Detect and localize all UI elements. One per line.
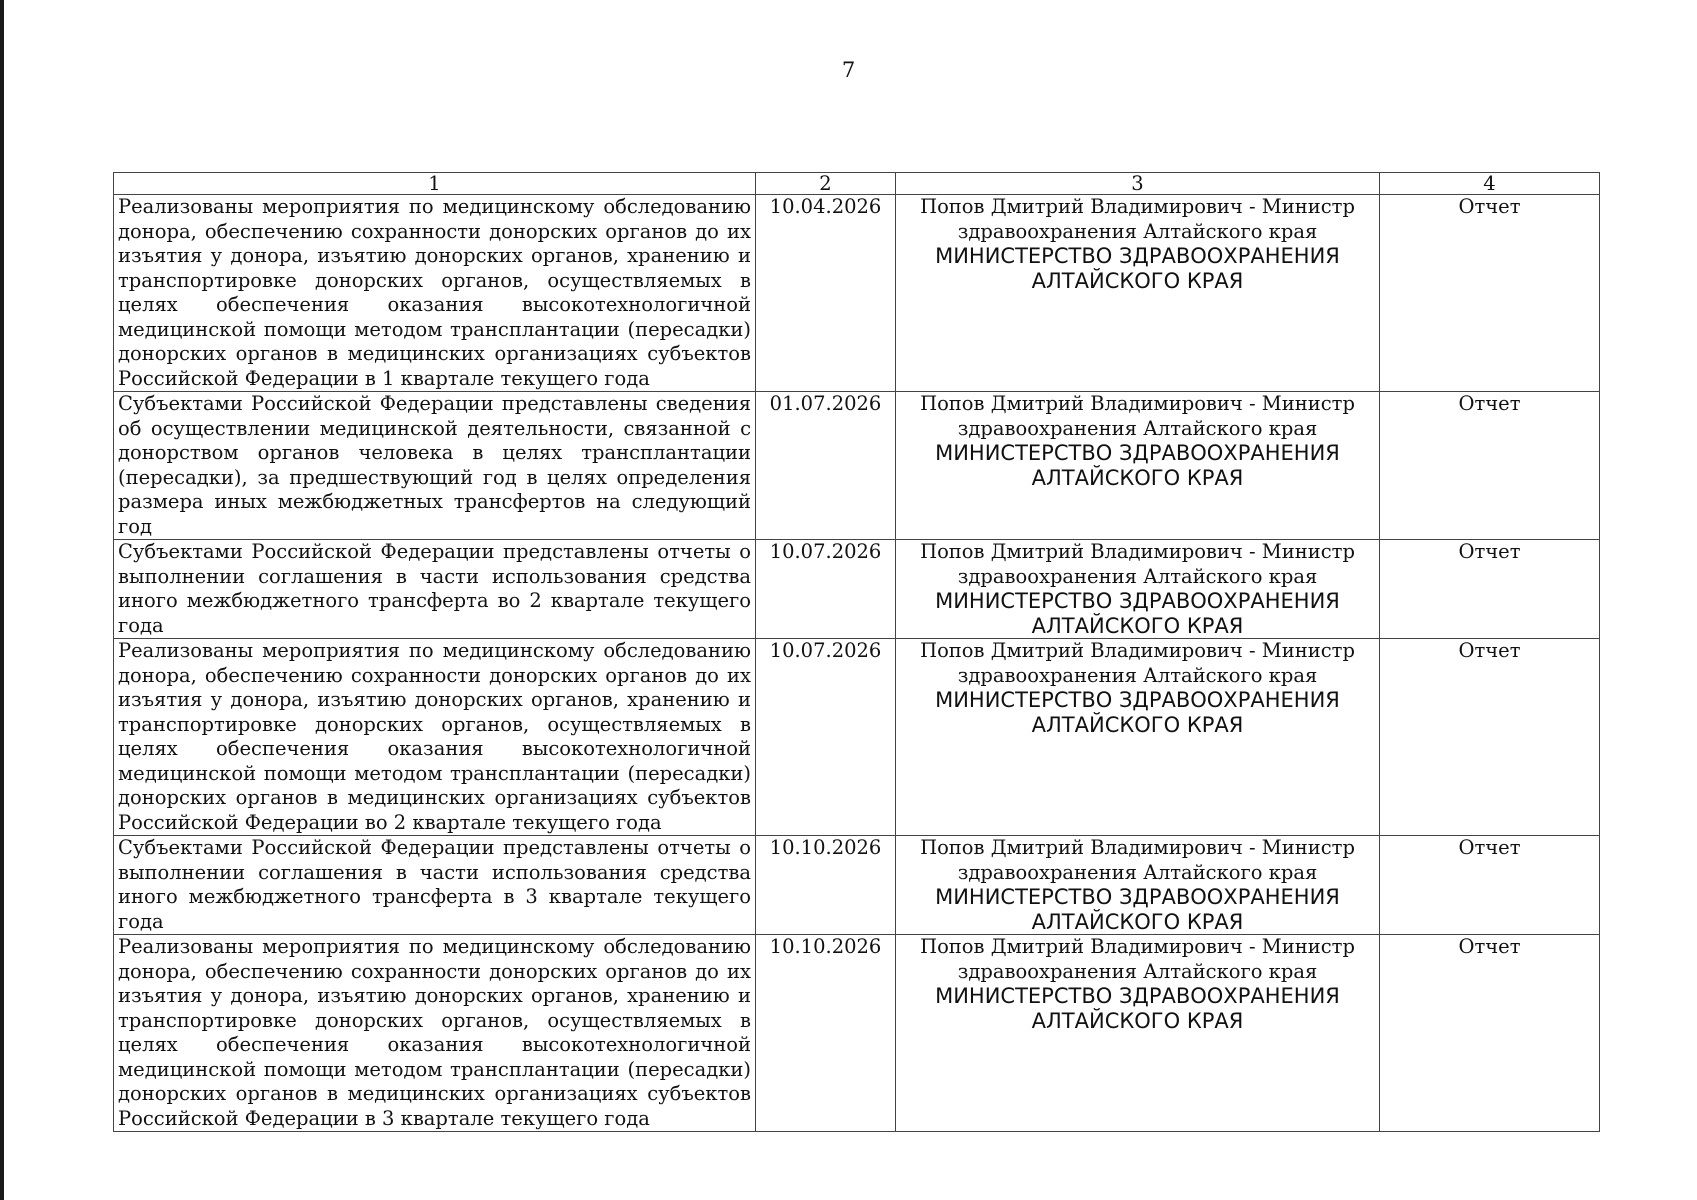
responsible-cell xyxy=(896,639,1380,836)
responsible-organization: МИНИСТЕРСТВО ЗДРАВООХРАНЕНИЯ АЛТАЙСКОГО КРАЯ xyxy=(935,885,1340,934)
event-description: Субъектами Российской Федерации представлены отчеты о выполнении соглашения в части использования средства иного межбюджетного трансферта во 2 квартале текущего года xyxy=(114,540,756,639)
page-number: 7 xyxy=(841,58,856,82)
deadline-date: 10.04.2026 xyxy=(756,195,896,392)
responsible-person: Попов Дмитрий Владимирович - Министр здравоохранения Алтайского края xyxy=(920,639,1355,687)
responsible-organization: МИНИСТЕРСТВО ЗДРАВООХРАНЕНИЯ АЛТАЙСКОГО КРАЯ xyxy=(935,984,1340,1033)
responsible-cell xyxy=(896,195,1380,392)
responsible-person: Попов Дмитрий Владимирович - Министр здравоохранения Алтайского края xyxy=(920,392,1355,440)
responsible-organization: МИНИСТЕРСТВО ЗДРАВООХРАНЕНИЯ АЛТАЙСКОГО КРАЯ xyxy=(935,441,1340,490)
responsible-person: Попов Дмитрий Владимирович - Министр здравоохранения Алтайского края xyxy=(920,195,1355,243)
column-number-3: 3 xyxy=(896,173,1380,195)
column-number-4: 4 xyxy=(1380,173,1600,195)
responsible-person: Попов Дмитрий Владимирович - Министр здравоохранения Алтайского края xyxy=(920,935,1355,983)
column-number-1: 1 xyxy=(114,173,756,195)
event-description: Субъектами Российской Федерации представлены отчеты о выполнении соглашения в части использования средства иного межбюджетного трансферта в 3 квартале текущего года xyxy=(114,836,756,935)
deadline-date: 10.10.2026 xyxy=(756,935,896,1132)
event-description: Субъектами Российской Федерации представлены сведения об осуществлении медицинской деятельности, связанной с донорством органов человека в целях трансплантации (пересадки), за предшествующий год в целях определения размера иных межбюджетных трансфертов на следующий год xyxy=(114,392,756,540)
column-number-2: 2 xyxy=(756,173,896,195)
table-row xyxy=(114,935,1600,1132)
table-header-row xyxy=(114,173,1600,195)
document-type: Отчет xyxy=(1380,195,1600,392)
responsible-organization: МИНИСТЕРСТВО ЗДРАВООХРАНЕНИЯ АЛТАЙСКОГО КРАЯ xyxy=(935,688,1340,737)
deadline-date: 10.10.2026 xyxy=(756,836,896,935)
responsible-person: Попов Дмитрий Владимирович - Министр здравоохранения Алтайского края xyxy=(920,540,1355,588)
responsible-organization: МИНИСТЕРСТВО ЗДРАВООХРАНЕНИЯ АЛТАЙСКОГО КРАЯ xyxy=(935,589,1340,638)
responsible-cell xyxy=(896,540,1380,639)
table-row xyxy=(114,195,1600,392)
table-row xyxy=(114,639,1600,836)
deadline-date: 10.07.2026 xyxy=(756,540,896,639)
document-type: Отчет xyxy=(1380,639,1600,836)
deadline-date: 01.07.2026 xyxy=(756,392,896,540)
table-row xyxy=(114,540,1600,639)
event-description: Реализованы мероприятия по медицинскому обследованию донора, обеспечению сохранности донорских органов до их изъятия у донора, изъятию донорских органов, хранению и транспортировке донорских органов, осуществляемых в целях обеспечения оказания высокотехнологичной медицинской помощи методом трансплантации (пересадки) донорских органов в медицинских организациях субъектов Российской Федерации во 2 квартале текущего года xyxy=(114,639,756,836)
responsible-person: Попов Дмитрий Владимирович - Министр здравоохранения Алтайского края xyxy=(920,836,1355,884)
event-description: Реализованы мероприятия по медицинскому обследованию донора, обеспечению сохранности донорских органов до их изъятия у донора, изъятию донорских органов, хранению и транспортировке донорских органов, осуществляемых в целях обеспечения оказания высокотехнологичной медицинской помощи методом трансплантации (пересадки) донорских органов в медицинских организациях субъектов Российской Федерации в 3 квартале текущего года xyxy=(114,935,756,1132)
document-type: Отчет xyxy=(1380,836,1600,935)
document-type: Отчет xyxy=(1380,540,1600,639)
document-type: Отчет xyxy=(1380,935,1600,1132)
responsible-cell xyxy=(896,836,1380,935)
responsible-cell xyxy=(896,392,1380,540)
control-points-table xyxy=(113,172,1600,1132)
responsible-cell xyxy=(896,935,1380,1132)
table-row xyxy=(114,836,1600,935)
event-description: Реализованы мероприятия по медицинскому обследованию донора, обеспечению сохранности донорских органов до их изъятия у донора, изъятию донорских органов, хранению и транспортировке донорских органов, осуществляемых в целях обеспечения оказания высокотехнологичной медицинской помощи методом трансплантации (пересадки) донорских органов в медицинских организациях субъектов Российской Федерации в 1 квартале текущего года xyxy=(114,195,756,392)
document-type: Отчет xyxy=(1380,392,1600,540)
deadline-date: 10.07.2026 xyxy=(756,639,896,836)
scan-left-edge xyxy=(0,0,4,1200)
responsible-organization: МИНИСТЕРСТВО ЗДРАВООХРАНЕНИЯ АЛТАЙСКОГО КРАЯ xyxy=(935,244,1340,293)
table-row xyxy=(114,392,1600,540)
